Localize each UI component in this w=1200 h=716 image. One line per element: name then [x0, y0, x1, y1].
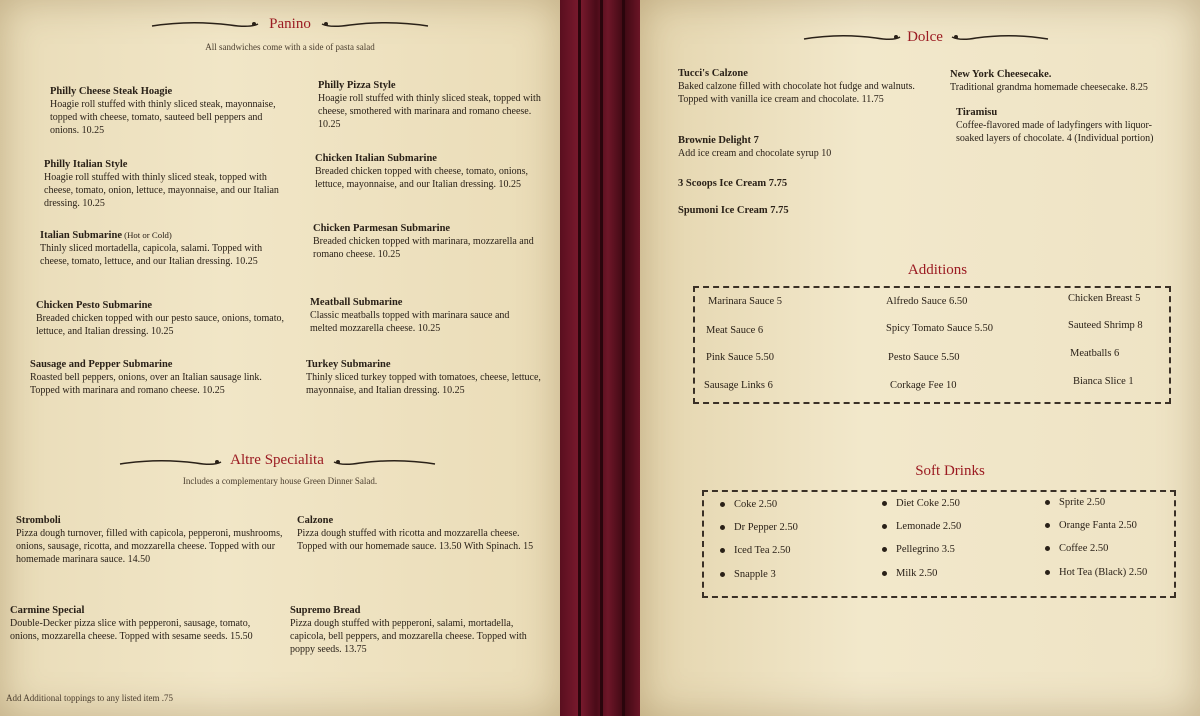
- item-name: Brownie Delight 7: [678, 135, 759, 146]
- drink-label: Milk 2.50: [896, 568, 938, 579]
- menu-item: [318, 79, 543, 131]
- item-desc: Thinly sliced turkey topped with tomatoes, cheese, lettuce, mayonnaise, and Italian dressing. 10.25: [306, 372, 541, 396]
- menu-item: [678, 204, 918, 217]
- bullet-icon: [720, 572, 725, 577]
- addition-item: Alfredo Sauce 6.50: [886, 296, 968, 307]
- addition-item: Spicy Tomato Sauce 5.50: [886, 323, 993, 334]
- item-name: Philly Pizza Style: [318, 80, 396, 91]
- item-name: Meatball Submarine: [310, 297, 403, 308]
- menu-item: [310, 296, 535, 335]
- item-desc: Hoagie roll stuffed with thinly sliced steak, topped with cheese, smothered with marinara and romano cheese. 10.25: [318, 93, 541, 130]
- menu-item: [678, 134, 918, 160]
- item-name: Supremo Bread: [290, 605, 361, 616]
- menu-item: [950, 68, 1190, 94]
- item-desc: Hoagie roll stuffed with thinly sliced steak, mayonnaise, topped with cheese, tomato, sauteed bell peppers and onions. 10.25: [50, 99, 276, 136]
- menu-item: [297, 514, 547, 553]
- drink-item: [720, 545, 791, 556]
- flourish-ornament: [118, 456, 223, 468]
- menu-item: [678, 67, 918, 106]
- menu-item: [315, 152, 540, 191]
- menu-item: [956, 106, 1166, 145]
- drink-item: [882, 568, 937, 579]
- altre-note: Includes a complementary house Green Dinner Salad.: [182, 476, 378, 486]
- spine-stripe: [622, 0, 625, 716]
- addition-item: Meat Sauce 6: [706, 325, 764, 336]
- menu-item: [50, 85, 290, 137]
- bullet-icon: [882, 501, 887, 506]
- item-desc: Hoagie roll stuffed with thinly sliced steak, topped with cheese, tomato, onion, lettuce, mayonnaise, and our Italian dressing. 10.25: [44, 172, 279, 209]
- addition-item: Sausage Links 6: [704, 380, 773, 391]
- drink-label: Orange Fanta 2.50: [1059, 520, 1137, 531]
- item-name: Spumoni Ice Cream 7.75: [678, 205, 789, 216]
- bullet-icon: [720, 502, 725, 507]
- panino-note: All sandwiches come with a side of pasta salad: [205, 42, 375, 52]
- bullet-icon: [720, 525, 725, 530]
- drink-item: [720, 522, 798, 533]
- item-desc: Pizza dough stuffed with pepperoni, salami, mortadella, capicola, bell peppers, and mozzarella cheese. Topped with poppy seeds. 13.75: [290, 618, 527, 655]
- item-desc: Traditional grandma homemade cheesecake. 8.25: [950, 82, 1148, 93]
- item-desc: Breaded chicken topped with marinara, mozzarella and romano cheese. 10.25: [313, 236, 534, 260]
- drink-label: Iced Tea 2.50: [734, 545, 791, 556]
- item-desc: Thinly sliced mortadella, capicola, salami. Topped with cheese, tomato, lettuce, and our Italian dressing. 10.25: [40, 243, 263, 267]
- drink-item: [882, 498, 960, 509]
- drink-label: Diet Coke 2.50: [896, 498, 960, 509]
- drink-label: Lemonade 2.50: [896, 521, 962, 532]
- drink-label: Snapple 3: [734, 569, 776, 580]
- drink-label: Hot Tea (Black) 2.50: [1059, 567, 1148, 578]
- item-desc: Double-Decker pizza slice with pepperoni, sausage, tomato, onions, mozzarella cheese. Topped with sesame seeds. 15.50: [10, 618, 253, 642]
- drink-label: Coffee 2.50: [1059, 543, 1109, 554]
- addition-item: Corkage Fee 10: [890, 380, 957, 391]
- item-desc: Coffee-flavored made of ladyfingers with liquor-soaked layers of chocolate. 4 (Individual portion): [956, 120, 1154, 144]
- item-desc: Roasted bell peppers, onions, over an Italian sausage link. Topped with marinara and romano cheese. 10.25: [30, 372, 262, 396]
- drink-label: Sprite 2.50: [1059, 497, 1106, 508]
- drink-label: Coke 2.50: [734, 499, 778, 510]
- addition-item: Meatballs 6: [1070, 348, 1120, 359]
- bullet-icon: [1045, 523, 1050, 528]
- addition-item: Pesto Sauce 5.50: [888, 352, 960, 363]
- menu-page-left: [0, 0, 560, 716]
- section-title-panino: Panino: [269, 16, 311, 32]
- drink-item: [720, 569, 776, 580]
- menu-item: [678, 177, 918, 190]
- menu-item: [44, 158, 284, 210]
- item-desc: Add ice cream and chocolate syrup 10: [678, 148, 832, 159]
- flourish-ornament: [150, 18, 260, 30]
- item-name: Chicken Italian Submarine: [315, 153, 437, 164]
- menu-item: [290, 604, 550, 656]
- addition-item: Pink Sauce 5.50: [706, 352, 774, 363]
- item-name: Italian Submarine: [40, 230, 122, 241]
- menu-item: [306, 358, 546, 397]
- addition-item: Marinara Sauce 5: [708, 296, 783, 307]
- menu-item: [30, 358, 290, 397]
- item-name: New York Cheesecake.: [950, 69, 1052, 80]
- bullet-icon: [1045, 546, 1050, 551]
- item-name: Philly Italian Style: [44, 159, 128, 170]
- item-desc: Breaded chicken topped with cheese, tomato, onions, lettuce, mayonnaise, and our Italian dressing. 10.25: [315, 166, 528, 190]
- spine-stripe: [600, 0, 603, 716]
- bullet-icon: [1045, 570, 1050, 575]
- item-desc: Classic meatballs topped with marinara sauce and melted mozzarella cheese. 10.25: [310, 310, 510, 334]
- addition-item: Sauteed Shrimp 8: [1068, 320, 1143, 331]
- drink-label: Pellegrino 3.5: [896, 544, 955, 555]
- drink-item: [882, 521, 961, 532]
- menu-item: [40, 229, 280, 268]
- item-name: Carmine Special: [10, 605, 85, 616]
- drink-item: [1045, 520, 1137, 531]
- bullet-icon: [720, 548, 725, 553]
- drink-item: [720, 499, 777, 510]
- toppings-note: Add Additional toppings to any listed item .75: [6, 693, 173, 703]
- addition-item: Bianca Slice 1: [1073, 376, 1134, 387]
- drink-item: [1045, 543, 1108, 554]
- flourish-ornament: [950, 31, 1050, 43]
- spine-stripe: [578, 0, 581, 716]
- menu-item: [36, 299, 291, 338]
- item-name: Chicken Pesto Submarine: [36, 300, 153, 311]
- drink-item: [1045, 567, 1147, 578]
- menu-item: [313, 222, 538, 261]
- section-title-dolce: Dolce: [907, 29, 943, 45]
- menu-item: [16, 514, 286, 566]
- item-name: Philly Cheese Steak Hoagie: [50, 86, 173, 97]
- section-title-additions: Additions: [907, 262, 968, 278]
- bullet-icon: [882, 571, 887, 576]
- flourish-ornament: [320, 18, 430, 30]
- item-desc: Breaded chicken topped with our pesto sauce, onions, tomato, lettuce, and Italian dressing. 10.25: [36, 313, 284, 337]
- item-desc: Baked calzone filled with chocolate hot fudge and walnuts. Topped with vanilla ice cream and chocolate. 11.75: [678, 81, 915, 105]
- drink-item: [1045, 497, 1105, 508]
- item-desc: Pizza dough turnover, filled with capicola, pepperoni, mushrooms, onions, sausage, ricotta, and mozzarella cheese. Topped with our homemade marinara sauce. 14.50: [16, 528, 283, 565]
- bullet-icon: [882, 524, 887, 529]
- item-name: Chicken Parmesan Submarine: [313, 223, 451, 234]
- drink-item: [882, 544, 955, 555]
- menu-page-right: [640, 0, 1200, 716]
- item-desc: Pizza dough stuffed with ricotta and mozzarella cheese. Topped with our homemade sauce. 13.50 With Spinach. 15: [297, 528, 534, 552]
- item-name: Calzone: [297, 515, 334, 526]
- drink-label: Dr Pepper 2.50: [734, 522, 798, 533]
- item-name-suffix: (Hot or Cold): [121, 230, 172, 240]
- menu-binding-spine: [560, 0, 640, 716]
- bullet-icon: [882, 547, 887, 552]
- flourish-ornament: [802, 31, 902, 43]
- section-title-soft-drinks: Soft Drinks: [915, 463, 985, 479]
- menu-item: [10, 604, 280, 643]
- bullet-icon: [1045, 500, 1050, 505]
- addition-item: Chicken Breast 5: [1068, 293, 1141, 304]
- item-name: Stromboli: [16, 515, 61, 526]
- item-name: Sausage and Pepper Submarine: [30, 359, 173, 370]
- item-name: Turkey Submarine: [306, 359, 391, 370]
- item-name: 3 Scoops Ice Cream 7.75: [678, 178, 788, 189]
- section-title-altre-specialita: Altre Specialita: [230, 452, 324, 468]
- flourish-ornament: [332, 456, 437, 468]
- item-name: Tucci's Calzone: [678, 68, 748, 79]
- item-name: Tiramisu: [956, 107, 998, 118]
